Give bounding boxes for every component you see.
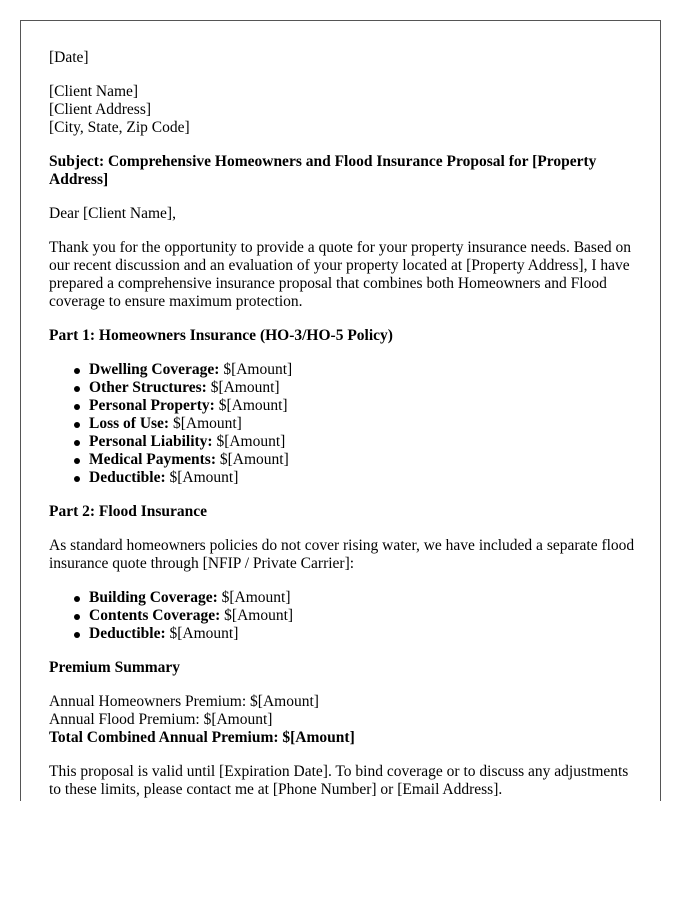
list-item (89, 451, 639, 469)
item-label: Other Structures: (89, 379, 207, 396)
item-value: $[Amount] (212, 433, 286, 450)
list-item (89, 415, 639, 433)
bullet-icon (74, 632, 80, 638)
bullet-icon (74, 614, 80, 620)
homeowners-premium: Annual Homeowners Premium: $[Amount] (49, 693, 319, 710)
item-label: Personal Property: (89, 397, 215, 414)
bullet-icon (74, 458, 80, 464)
flood-premium: Annual Flood Premium: $[Amount] (49, 711, 273, 728)
recipient-name: [Client Name] (49, 83, 139, 100)
item-label: Deductible: (89, 625, 166, 642)
item-label: Contents Coverage: (89, 607, 221, 624)
bullet-icon (74, 440, 80, 446)
item-label: Dwelling Coverage: (89, 361, 220, 378)
letter-page (20, 20, 661, 801)
letter-subject: Subject: Comprehensive Homeowners and Flood Insurance Proposal for [Property Address] (49, 153, 597, 188)
bullet-icon (74, 386, 80, 392)
recipient-block (49, 83, 639, 137)
premium-summary (49, 693, 639, 747)
item-value: $[Amount] (220, 607, 294, 624)
item-label: Medical Payments: (89, 451, 216, 468)
bullet-icon (74, 404, 80, 410)
bullet-icon (74, 422, 80, 428)
item-label: Personal Liability: (89, 433, 213, 450)
letter-date: [Date] (49, 49, 89, 66)
list-item (89, 397, 639, 415)
bullet-icon (74, 368, 80, 374)
homeowners-coverage-list (49, 361, 639, 487)
item-value: $[Amount] (214, 397, 288, 414)
item-value: $[Amount] (165, 625, 239, 642)
list-item (89, 433, 639, 451)
part2-intro: As standard homeowners policies do not cover rising water, we have included a separate flood insurance quote through [NFIP / Private Carrier]: (49, 537, 635, 572)
item-value: $[Amount] (169, 415, 242, 432)
bullet-icon (74, 476, 80, 482)
list-item (89, 469, 639, 487)
item-label: Loss of Use: (89, 415, 170, 432)
item-value: $[Amount] (219, 361, 293, 378)
list-item (89, 589, 639, 607)
list-item (89, 361, 639, 379)
part1-heading: Part 1: Homeowners Insurance (HO-3/HO-5 Policy) (49, 327, 393, 344)
item-value: $[Amount] (165, 469, 239, 486)
part2-heading: Part 2: Flood Insurance (49, 503, 208, 520)
premium-heading: Premium Summary (49, 659, 181, 676)
item-label: Building Coverage: (89, 589, 218, 606)
list-item (89, 379, 639, 397)
item-label: Deductible: (89, 469, 166, 486)
list-item (89, 607, 639, 625)
list-item (89, 625, 639, 643)
item-value: $[Amount] (215, 451, 289, 468)
flood-coverage-list (49, 589, 639, 643)
total-premium: Total Combined Annual Premium: $[Amount] (49, 729, 355, 746)
recipient-city-state-zip: [City, State, Zip Code] (49, 119, 190, 136)
closing-paragraph: This proposal is valid until [Expiration Date]. To bind coverage or to discuss any adjustments to these limits, please contact me at [Phone Number] or [Email Address]. (49, 763, 629, 798)
intro-paragraph: Thank you for the opportunity to provide a quote for your property insurance needs. Based on our recent discussion and an evaluation of your property located at [Property Address], I have prepared a comprehensive insurance proposal that combines both Homeowners and Flood coverage to ensure maximum protection. (49, 239, 631, 310)
letter-content (49, 49, 639, 815)
salutation: Dear [Client Name], (49, 205, 176, 222)
item-value: $[Amount] (217, 589, 291, 606)
bullet-icon (74, 596, 80, 602)
recipient-address: [Client Address] (49, 101, 152, 118)
item-value: $[Amount] (206, 379, 280, 396)
